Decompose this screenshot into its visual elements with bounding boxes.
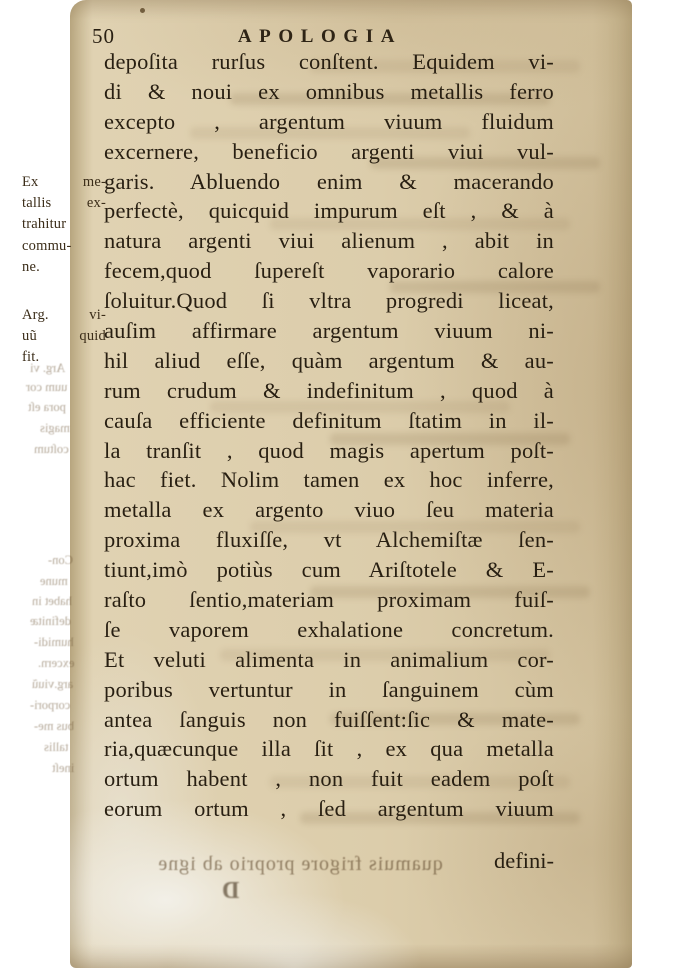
body-line: ortum habent , non fuit eadem poſt	[104, 766, 554, 792]
bleedthrough-fragment: ineſt	[52, 761, 75, 775]
bleedthrough-fragment: Arg. vi	[30, 361, 66, 375]
body-line: poribus vertuntur in ſanguinem cùm	[104, 676, 554, 702]
marginal-note-line: Arg. vi-	[22, 307, 106, 323]
body-line: auſim affirmare argentum viuum ni-	[104, 318, 554, 344]
body-line: metalla ex argento viuo ſeu materia	[104, 497, 554, 523]
bleedthrough-fragment: coſtum	[34, 442, 69, 456]
body-line: eorum ortum , ſed argentum viuum	[104, 796, 554, 822]
marginal-note-line: trahitur	[22, 216, 67, 233]
bleedthrough-fragment: corpori-	[30, 698, 71, 712]
body-text	[104, 47, 554, 824]
body-line: ſoluitur.Quod ſi vltra progredi liceat,	[104, 288, 554, 314]
bleedthrough-foot-line: quamuis frigore proprio ab igne	[157, 853, 443, 875]
signature-mark: D	[222, 878, 240, 904]
body-line: ria,quæcunque illa ſit , ex qua metalla	[104, 736, 554, 762]
bleedthrough-fragment: habet in	[32, 594, 72, 608]
marginal-note-metallis	[22, 172, 106, 278]
running-title: APOLOGIA	[237, 26, 403, 47]
body-line: hil aliud eſſe, quàm argentum & au-	[104, 347, 554, 373]
body-line: di & noui ex omnibus metallis ferro	[104, 78, 554, 104]
marginal-note-line: Ex me-	[22, 174, 106, 190]
marginal-note-line: uũ quid	[22, 328, 106, 345]
marginal-note-line: tallis ex-	[22, 195, 106, 212]
bleedthrough-fragment: excern.	[38, 656, 75, 670]
bleedthrough-fragment: humidi-	[34, 635, 74, 649]
body-line: cauſa efficiente definitum ſtatim in il-	[104, 407, 554, 433]
catchword: defini-	[494, 848, 554, 873]
marginal-note-argentum	[22, 305, 106, 369]
bleedthrough-fragment: magis	[40, 421, 70, 435]
body-line: perfectè, quicquid impurum eſt , & à	[104, 198, 554, 224]
body-line: natura argenti viui alienum , abit in	[104, 228, 554, 254]
bleedthrough-fragment: tallis	[44, 740, 69, 754]
bleedthrough-fragment: pora eſt	[28, 400, 66, 414]
body-line: antea ſanguis non fuiſſent:ſic & mate-	[104, 706, 554, 732]
bleedthrough-fragment: Con-	[48, 553, 73, 567]
body-line: depoſita rurſus conſtent. Equidem vi-	[104, 49, 554, 74]
body-line: proxima fluxiſſe, vt Alchemiſtæ ſen-	[104, 527, 554, 553]
body-line: ſe vaporem exhalatione concretum.	[104, 616, 554, 642]
body-line: rum crudum & indefinitum , quod à	[104, 377, 554, 403]
bleedthrough-fragment: bus me-	[34, 719, 74, 733]
bleedthrough-fragment: arg.viuũ	[32, 677, 74, 691]
body-line: fecem,quod ſupereſt vaporario calore	[104, 258, 554, 284]
body-line: garis. Abluendo enim & macerando	[104, 168, 554, 194]
marginal-note-line: commu-	[22, 237, 72, 254]
bleedthrough-fragment: uum cor	[26, 380, 68, 394]
paper-speck	[140, 8, 145, 13]
body-line: hac fiet. Nolim tamen ex hoc inferre,	[104, 467, 554, 493]
bleedthrough-fragment: mune	[40, 574, 68, 588]
marginal-note-line: fit.	[22, 349, 40, 366]
body-line: tiunt,imò potiùs cum Ariſtotele & E-	[104, 557, 554, 583]
bleedthrough-fragment: definitæ	[30, 614, 71, 628]
marginal-note-line: ne.	[22, 258, 40, 275]
body-line: la tranſit , quod magis apertum poſt-	[104, 437, 554, 463]
body-line: excernere, beneficio argenti viui vul-	[104, 138, 554, 164]
body-line: raſto ſentio,materiam proximam fuiſ-	[104, 587, 554, 613]
body-line: Et veluti alimenta in animalium cor-	[104, 646, 554, 672]
body-line: excepto , argentum viuum fluidum	[104, 108, 554, 134]
page-number: 50	[92, 24, 115, 48]
